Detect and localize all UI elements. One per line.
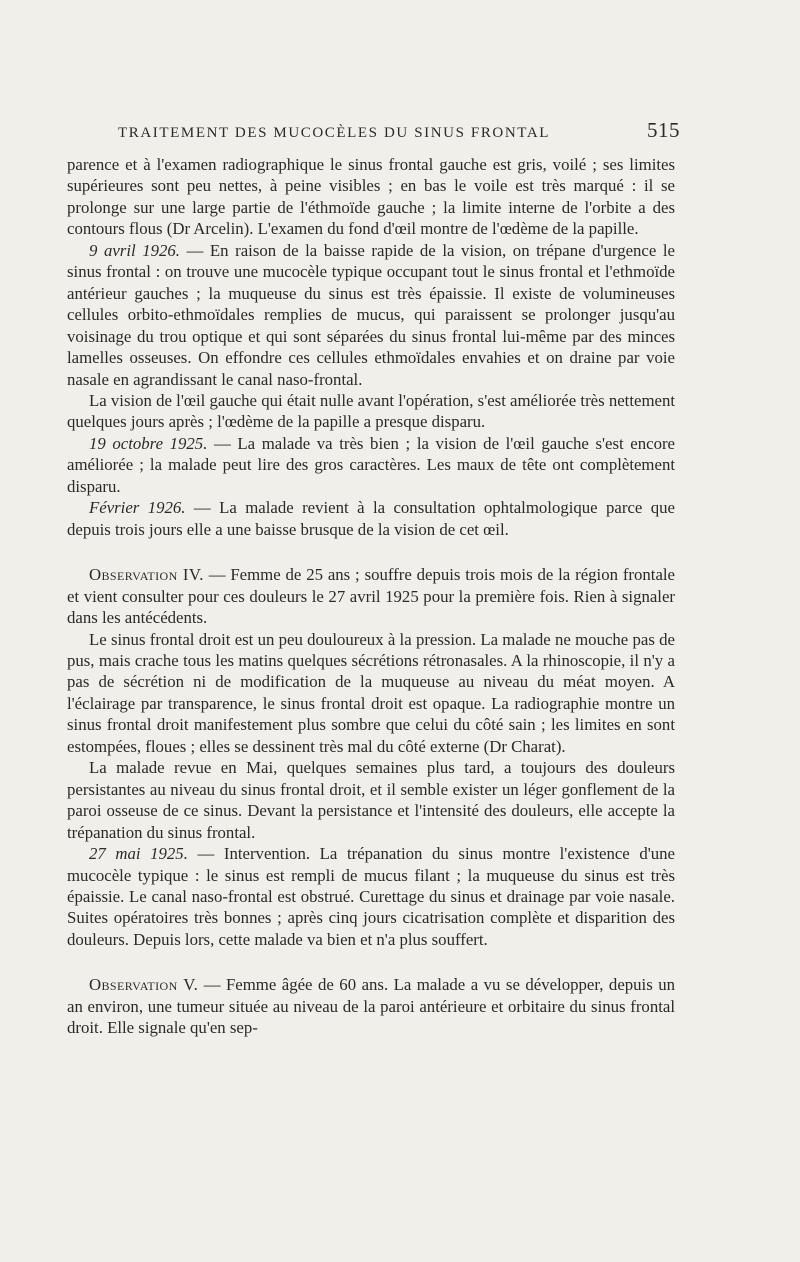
date-label: 27 mai 1925. [89, 844, 188, 864]
observation-label: Observation IV. [89, 565, 204, 585]
section-gap [67, 950, 675, 974]
date-label: Février 1926. [89, 498, 186, 518]
paragraph-27-mai [67, 843, 675, 950]
body-text [67, 154, 675, 1039]
paragraph-text: — La malade va très bien ; la vision de l'œil gauche s'est encore améliorée ; la malade peut lire des gros caractères. Les maux de tête ont complètement disparu. [67, 433, 675, 496]
date-label: 19 octobre 1925. [89, 433, 208, 453]
section-gap [67, 540, 675, 564]
paragraph-text: — Femme de 25 ans ; souffre depuis trois mois de la région frontale et vient consulter pour ces douleurs le 27 avril 1925 pour la première fois. Rien à signaler dans les antécédents. [67, 565, 675, 628]
paragraph-text: — La malade revient à la consultation ophtalmologique parce que depuis trois jours elle a une baisse brusque de la vision de cet œil. [67, 498, 676, 539]
paragraph-fevrier [67, 497, 675, 540]
observation-4 [67, 564, 675, 628]
paragraph-sinus-frontal: Le sinus frontal droit est un peu douloureux à la pression. La malade ne mouche pas de pus, mais crache tous les matins quelques sécrétions rétronasales. A la rhinoscopie, il n'y a pas de sécrétion ni de modification de la muqueuse au niveau du méat moyen. A l'éclairage par transparence, le sinus frontal droit est opaque. La radiographie montre un sinus frontal droit manifestement plus sombre que celui du côté sain ; les limites en sont estompées, floues ; elles se dessinent très mal du côté externe (Dr Charat). [67, 629, 675, 756]
paragraph-revue-en-mai: La malade revue en Mai, quelques semaines plus tard, a toujours des douleurs persistantes au niveau du sinus frontal droit, et il semble exister un léger gonflement de la paroi osseuse de ce sinus. Devant la persistance et l'intensité des douleurs, elle accepte la trépanation du sinus frontal. [67, 758, 675, 842]
page-header [118, 118, 680, 143]
observation-5 [67, 974, 675, 1038]
paragraph-vision: La vision de l'œil gauche qui était nulle avant l'opération, s'est améliorée très nettement quelques jours après ; l'œdème de la papille a presque disparu. [67, 390, 675, 432]
paragraph-9-avril [67, 240, 675, 390]
running-title: TRAITEMENT DES MUCOCÈLES DU SINUS FRONTAL [118, 125, 551, 141]
page-number: 515 [647, 118, 680, 142]
paragraph-text: — Intervention. La trépanation du sinus montre l'existence d'une mucocèle typique : le sinus est rempli de mucus filant ; la muqueuse du sinus est très épaissie. Le canal naso-frontal est obstrué. Curettage du sinus et drainage par voie nasale. Suites opératoires très bonnes ; après cinq jours cicatrisation complète et disparition des douleurs. Depuis lors, cette malade va bien et n'a plus souffert. [67, 844, 675, 949]
paragraph-text: — Femme âgée de 60 ans. La malade a vu se développer, depuis un an environ, une tumeur située au niveau de la paroi antérieure et orbitaire du sinus frontal droit. Elle signale qu'en sep- [67, 975, 675, 1038]
paragraph-19-octobre [67, 433, 675, 497]
date-label: 9 avril 1926. [89, 240, 180, 260]
observation-label: Observation V. [89, 975, 199, 995]
paragraph-text: — En raison de la baisse rapide de la vision, on trépane d'urgence le sinus frontal : on trouve une mucocèle typique occupant tout le sinus frontal et l'ethmoïde antérieur gauches ; la muqueuse du sinus est très épaissie. Il existe de volumineuses cellules orbito-ethmoïdales remplies de mucus, qui paraissent se prolonger jusqu'au voisinage du trou optique et qui sont séparées du sinus frontal lui-même par des minces lamelles osseuses. On effondre ces cellules ethmoïdales envahies et on draine par voie nasale en agrandissant le canal naso-frontal. [67, 240, 676, 389]
paragraph-continued: parence et à l'examen radiographique le sinus frontal gauche est gris, voilé ; ses limites supérieures sont peu nettes, à peine visibles ; en bas le voile est très marqué : il se prolonge sur une large partie de l'éthmoïde gauche ; la limite interne de l'orbite a des contours flous (Dr Arcelin). L'examen du fond d'œil montre de l'œdème de la papille. [67, 155, 675, 239]
